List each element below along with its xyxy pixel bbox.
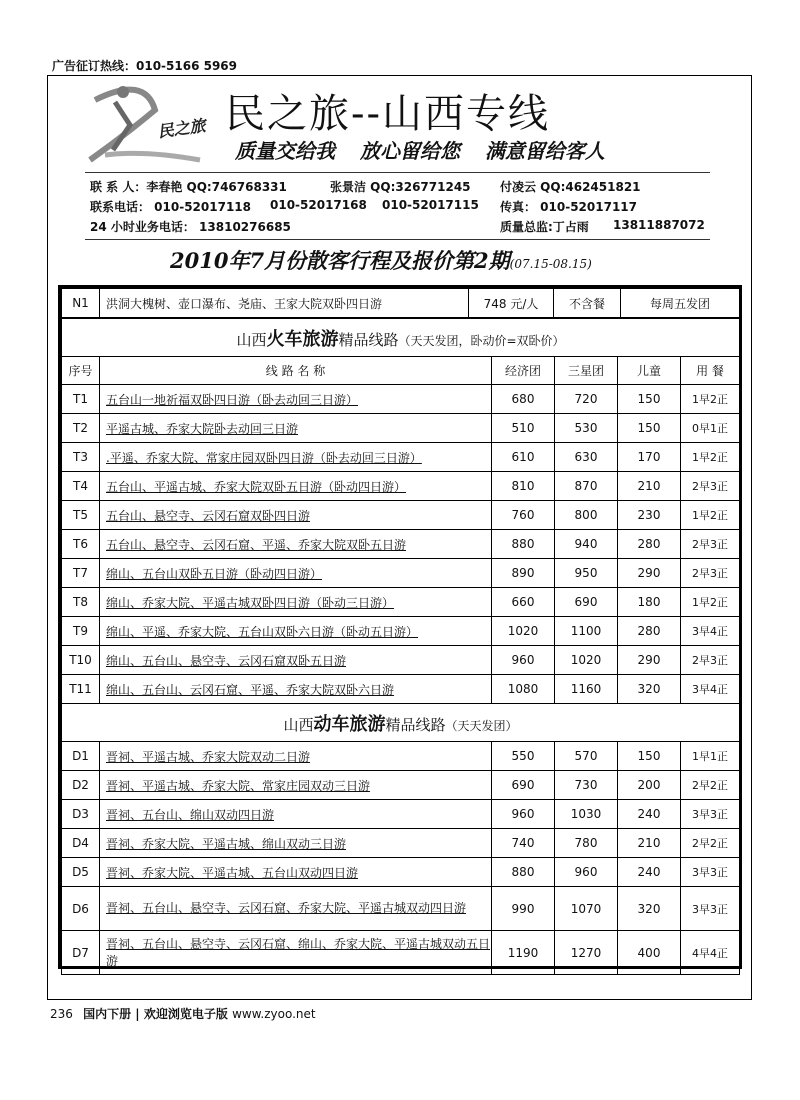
section-note: （天天发团，卧动价=双卧价） [398, 333, 565, 348]
divider [85, 239, 710, 240]
price-child: 320 [618, 675, 681, 704]
price-three-star: 1070 [555, 887, 618, 931]
price-economy: 1190 [492, 931, 555, 975]
price-three-star: 630 [555, 443, 618, 472]
route-name [100, 646, 492, 675]
price-three-star: 800 [555, 501, 618, 530]
price-economy: 960 [492, 800, 555, 829]
route-row [62, 501, 740, 530]
route-name [100, 800, 492, 829]
price-economy: 510 [492, 414, 555, 443]
n1-departure: 每周五发团 [621, 289, 740, 318]
price-economy: 880 [492, 530, 555, 559]
col-no: 序号 [62, 357, 100, 385]
price-three-star: 720 [555, 385, 618, 414]
route-name [100, 887, 492, 931]
route-name-text: 绵山、平遥、乔家大院、五台山双卧六日游（卧动五日游） [106, 624, 419, 639]
price-child: 320 [618, 887, 681, 931]
bullet-section-header [62, 704, 740, 742]
price-three-star: 1030 [555, 800, 618, 829]
brand-logo [85, 80, 210, 168]
price-child: 230 [618, 501, 681, 530]
route-name-text: 绵山、五台山、云冈石窟、平遥、乔家大院双卧六日游 [106, 682, 395, 697]
price-economy: 760 [492, 501, 555, 530]
route-code: D4 [62, 829, 100, 858]
price-child: 240 [618, 800, 681, 829]
route-name [100, 530, 492, 559]
section-suffix: 精品线路 [385, 715, 446, 734]
meal-plan: 2早3正 [681, 530, 740, 559]
price-economy: 990 [492, 887, 555, 931]
route-name [100, 472, 492, 501]
route-row [62, 742, 740, 771]
route-code: D6 [62, 887, 100, 931]
route-name [100, 617, 492, 646]
page-number: 236 [50, 1007, 73, 1021]
price-economy: 960 [492, 646, 555, 675]
route-name [100, 588, 492, 617]
n1-table [61, 288, 740, 318]
route-code: T2 [62, 414, 100, 443]
route-name [100, 414, 492, 443]
issue-title-text: 2010年7月份散客行程及报价第2期 [170, 248, 510, 273]
route-row [62, 472, 740, 501]
hotline-24h: 24 小时业务电话： 13810276685 [90, 220, 291, 234]
route-code: D7 [62, 931, 100, 975]
n1-row [62, 289, 740, 318]
route-row [62, 829, 740, 858]
price-three-star: 530 [555, 414, 618, 443]
route-name-text: 五台山、平遥古城、乔家大院双卧五日游（卧动四日游） [106, 479, 407, 494]
col-child: 儿童 [618, 357, 681, 385]
meal-plan: 3早4正 [681, 617, 740, 646]
route-name-text: 绵山、五台山双卧五日游（卧动四日游） [106, 566, 323, 581]
fax: 传真： 010-52017117 [500, 200, 638, 214]
route-name-text: 绵山、乔家大院、平遥古城双卧四日游（卧动三日游） [106, 595, 395, 610]
price-three-star: 960 [555, 858, 618, 887]
n1-code: N1 [62, 289, 100, 318]
route-name-text: 晋祠、乔家大院、平遥古城、绵山双动三日游 [106, 836, 347, 851]
route-code: T10 [62, 646, 100, 675]
footer-separator: | [135, 1007, 140, 1021]
phone-2: 010-52017168 [270, 198, 367, 212]
price-child: 200 [618, 771, 681, 800]
price-child: 290 [618, 646, 681, 675]
route-code: T3 [62, 443, 100, 472]
phone-3: 010-52017115 [382, 198, 479, 212]
slogan: 质量交给我 [235, 139, 335, 163]
meal-plan: 0早1正 [681, 414, 740, 443]
contact-fu: 付凌云 QQ:462451821 [500, 180, 641, 194]
quality-director: 质量总监:丁占雨 [500, 220, 589, 234]
route-code: D5 [62, 858, 100, 887]
page-footer [50, 1005, 316, 1022]
brand-header [85, 80, 715, 172]
footer-section: 国内下册 [83, 1007, 132, 1021]
route-name-text: 绵山、五台山、悬空寺、云冈石窟双卧五日游 [106, 653, 347, 668]
price-child: 280 [618, 530, 681, 559]
meal-plan: 3早4正 [681, 675, 740, 704]
route-name-text: 晋祠、五台山、悬空寺、云冈石窟、绵山、乔家大院、平遥古城双动五日游 [106, 936, 491, 968]
route-code: T1 [62, 385, 100, 414]
route-name-text: 平遥古城、乔家大院卧去动回三日游 [106, 421, 299, 436]
section-note: （天天发团） [445, 718, 518, 733]
n1-meal: 不含餐 [554, 289, 621, 318]
meal-plan: 2早3正 [681, 646, 740, 675]
meal-plan: 2早2正 [681, 829, 740, 858]
route-row [62, 617, 740, 646]
route-name-text: 五台山、悬空寺、云冈石窟双卧四日游 [106, 508, 311, 523]
section-suffix: 精品线路 [338, 330, 399, 349]
route-name-text: .平遥、乔家大院、常家庄园双卧四日游（卧去动回三日游） [106, 450, 422, 465]
price-child: 240 [618, 858, 681, 887]
route-code: D3 [62, 800, 100, 829]
route-row [62, 887, 740, 931]
route-code: D1 [62, 742, 100, 771]
section-prefix: 山西 [236, 330, 267, 349]
route-row [62, 559, 740, 588]
meal-plan: 1早2正 [681, 588, 740, 617]
meal-plan: 1早2正 [681, 501, 740, 530]
price-three-star: 570 [555, 742, 618, 771]
price-child: 290 [618, 559, 681, 588]
route-name [100, 858, 492, 887]
price-economy: 740 [492, 829, 555, 858]
route-code: T4 [62, 472, 100, 501]
price-board [58, 285, 742, 969]
route-code: D2 [62, 771, 100, 800]
col-three-star: 三星团 [555, 357, 618, 385]
col-economy: 经济团 [492, 357, 555, 385]
route-row [62, 385, 740, 414]
col-meal: 用 餐 [681, 357, 740, 385]
phone-1: 联系电话： 010-52017118 [90, 200, 252, 214]
route-name [100, 501, 492, 530]
route-row [62, 675, 740, 704]
route-code: T11 [62, 675, 100, 704]
train-section-header [62, 319, 740, 357]
slogan: 放心留给您 [359, 139, 460, 163]
contact-li: 联 系 人：李春艳 QQ:746768331 [90, 180, 287, 194]
meal-plan: 3早3正 [681, 800, 740, 829]
divider [85, 172, 710, 173]
meal-plan: 3早3正 [681, 887, 740, 931]
price-three-star: 780 [555, 829, 618, 858]
price-three-star: 690 [555, 588, 618, 617]
route-name [100, 931, 492, 975]
route-name-text: 五台山一地祈福双卧四日游（卧去动回三日游） [106, 392, 359, 407]
brand-slogans [235, 135, 623, 164]
route-name-text: 晋祠、平遥古城、乔家大院双动二日游 [106, 749, 311, 764]
route-code: T8 [62, 588, 100, 617]
route-name-text: 晋祠、平遥古城、乔家大院、常家庄园双动三日游 [106, 778, 371, 793]
route-code: T7 [62, 559, 100, 588]
price-economy: 690 [492, 771, 555, 800]
price-economy: 810 [492, 472, 555, 501]
issue-range: (07.15-08.15) [509, 257, 592, 271]
route-row [62, 443, 740, 472]
price-child: 210 [618, 829, 681, 858]
meal-plan: 2早3正 [681, 472, 740, 501]
price-three-star: 730 [555, 771, 618, 800]
price-economy: 550 [492, 742, 555, 771]
price-three-star: 940 [555, 530, 618, 559]
price-child: 400 [618, 931, 681, 975]
route-code: T5 [62, 501, 100, 530]
route-name-text: 晋祠、五台山、绵山双动四日游 [106, 807, 275, 822]
contact-block [90, 178, 710, 238]
footer-slogan: 欢迎浏览电子版 [143, 1007, 228, 1021]
route-row [62, 646, 740, 675]
route-name [100, 829, 492, 858]
n1-route: 洪洞大槐树、壶口瀑布、尧庙、王家大院双卧四日游 [100, 289, 469, 318]
route-name-text: 晋祠、五台山、悬空寺、云冈石窟、乔家大院、平遥古城双动四日游 [106, 901, 467, 915]
meal-plan: 2早3正 [681, 559, 740, 588]
issue-title [170, 245, 592, 275]
route-row [62, 530, 740, 559]
meal-plan: 1早2正 [681, 443, 740, 472]
contact-zhang: 张景洁 QQ:326771245 [330, 180, 471, 194]
price-three-star: 1100 [555, 617, 618, 646]
slogan: 满意留给客人 [484, 139, 605, 163]
route-name [100, 742, 492, 771]
route-name [100, 443, 492, 472]
meal-plan: 1早1正 [681, 742, 740, 771]
price-three-star: 1020 [555, 646, 618, 675]
route-row [62, 588, 740, 617]
route-row [62, 771, 740, 800]
route-row [62, 858, 740, 887]
route-name-text: 五台山、悬空寺、云冈石窟、平遥、乔家大院双卧五日游 [106, 537, 407, 552]
price-three-star: 870 [555, 472, 618, 501]
price-child: 280 [618, 617, 681, 646]
meal-plan: 3早3正 [681, 858, 740, 887]
meal-plan: 1早2正 [681, 385, 740, 414]
price-child: 180 [618, 588, 681, 617]
route-row [62, 414, 740, 443]
route-row [62, 800, 740, 829]
col-route: 线 路 名 称 [100, 357, 492, 385]
section-prefix: 山西 [283, 715, 314, 734]
meal-plan: 4早4正 [681, 931, 740, 975]
price-three-star: 950 [555, 559, 618, 588]
section-title: 火车旅游 [266, 328, 339, 350]
price-child: 150 [618, 742, 681, 771]
column-header-row [62, 357, 740, 385]
price-economy: 1080 [492, 675, 555, 704]
price-economy: 680 [492, 385, 555, 414]
brand-title: 民之旅--山西专线 [225, 91, 551, 137]
quality-phone: 13811887072 [613, 218, 705, 232]
route-name-text: 晋祠、乔家大院、平遥古城、五台山双动四日游 [106, 865, 359, 880]
route-table [61, 318, 740, 975]
section-title: 动车旅游 [313, 713, 386, 735]
price-child: 210 [618, 472, 681, 501]
price-economy: 610 [492, 443, 555, 472]
footer-site: www.zyoo.net [232, 1007, 316, 1021]
price-economy: 890 [492, 559, 555, 588]
price-economy: 660 [492, 588, 555, 617]
price-economy: 880 [492, 858, 555, 887]
price-child: 150 [618, 414, 681, 443]
price-three-star: 1160 [555, 675, 618, 704]
ad-hotline: 广告征订热线：010-5166 5969 [52, 59, 238, 73]
route-name [100, 675, 492, 704]
route-code: T9 [62, 617, 100, 646]
route-row [62, 931, 740, 975]
route-name [100, 559, 492, 588]
route-code: T6 [62, 530, 100, 559]
price-three-star: 1270 [555, 931, 618, 975]
route-name [100, 385, 492, 414]
price-child: 170 [618, 443, 681, 472]
price-economy: 1020 [492, 617, 555, 646]
price-child: 150 [618, 385, 681, 414]
route-name [100, 771, 492, 800]
meal-plan: 2早2正 [681, 771, 740, 800]
svg-text:民之旅: 民之旅 [156, 115, 207, 142]
n1-price: 748 元/人 [469, 289, 554, 318]
